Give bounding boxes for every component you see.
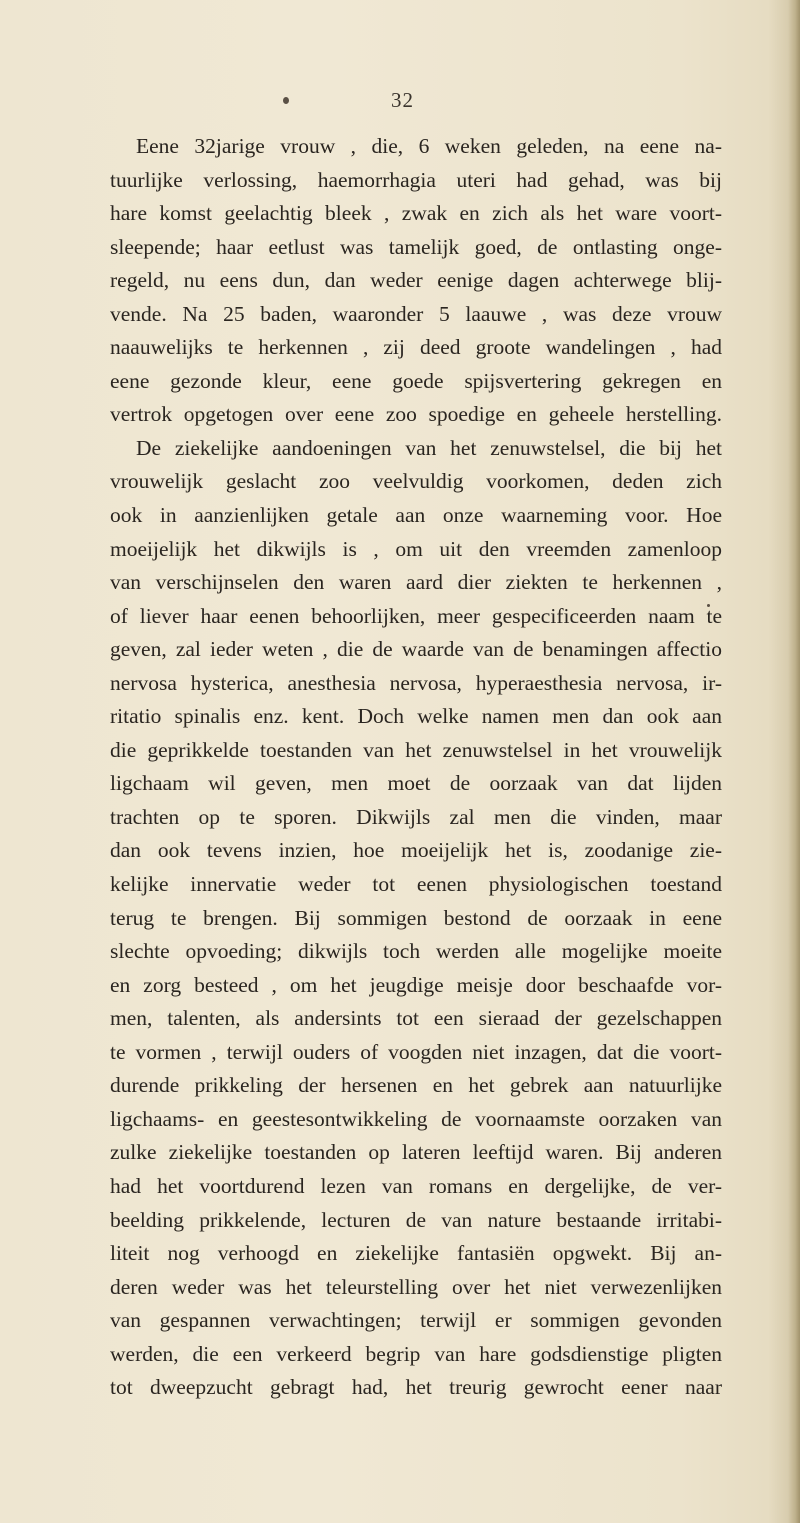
text-line: terug te brengen. Bij sommigen bestond de oorzaak in eene: [110, 905, 722, 930]
text-line: had het voortdurend lezen van romans en dergelijke, de ver-: [110, 1173, 722, 1198]
text-line: durende prikkeling der hersenen en het gebrek aan natuurlijke: [110, 1073, 722, 1098]
text-line: tot dweepzucht gebragt had, het treurig gewrocht eener naar: [110, 1375, 722, 1400]
text-line: van gespannen verwachtingen; terwijl er sommigen gevonden: [110, 1308, 722, 1333]
text-line: beelding prikkelende, lecturen de van nature bestaande irritabi-: [110, 1207, 722, 1232]
body-text: [110, 130, 722, 1405]
text-line: moeijelijk het dikwijls is , om uit den vreemden zamenloop: [110, 536, 722, 561]
text-line: men, talenten, als andersints tot een sieraad der gezelschappen: [110, 1006, 722, 1031]
text-line: of liever haar eenen behoorlijken, meer gespecificeerden naam te: [110, 603, 722, 628]
text-line: te vormen , terwijl ouders of voogden niet inzagen, dat die voort-: [110, 1039, 722, 1064]
text-line: die geprikkelde toestanden van het zenuwstelsel in het vrouwelijk: [110, 737, 722, 762]
text-line: ligchaams- en geestesontwikkeling de voornaamste oorzaken van: [110, 1106, 722, 1131]
text-line: sleepende; haar eetlust was tamelijk goed, de ontlasting onge-: [110, 234, 722, 259]
text-line: slechte opvoeding; dikwijls toch werden alle mogelijke moeite: [110, 939, 722, 964]
text-line: ritatio spinalis enz. kent. Doch welke namen men dan ook aan: [110, 704, 722, 729]
page-edge-shadow: [788, 0, 800, 1523]
text-line: liteit nog verhoogd en ziekelijke fantasiën opgwekt. Bij an-: [110, 1241, 722, 1266]
text-line: zulke ziekelijke toestanden op lateren leeftijd waren. Bij anderen: [110, 1140, 722, 1165]
text-line: hare komst geelachtig bleek , zwak en zich als het ware voort-: [110, 201, 722, 226]
text-line: werden, die een verkeerd begrip van hare godsdienstige pligten: [110, 1341, 722, 1366]
text-line: vrouwelijk geslacht zoo veelvuldig voorkomen, deden zich: [110, 469, 722, 494]
text-line: nervosa hysterica, anesthesia nervosa, hyperaesthesia nervosa, ir-: [110, 670, 722, 695]
text-line: regeld, nu eens dun, dan weder eenige dagen achterwege blij-: [110, 268, 722, 293]
text-line: deren weder was het teleurstelling over het niet verwezenlijken: [110, 1274, 722, 1299]
text-line: naauwelijks te herkennen , zij deed groote wandelingen , had: [110, 335, 722, 360]
page-number: 32: [391, 88, 414, 112]
text-line: ook in aanzienlijken getale aan onze waarneming voor. Hoe: [110, 503, 722, 528]
text-line: dan ook tevens inzien, hoe moeijelijk het is, zoodanige zie-: [110, 838, 722, 863]
text-line: geven, zal ieder weten , die de waarde van de benamingen affectio: [110, 637, 722, 662]
text-line: De ziekelijke aandoeningen van het zenuwstelsel, die bij het: [136, 435, 722, 460]
text-line: kelijke innervatie weder tot eenen physiologischen toestand: [110, 872, 722, 897]
ink-speck: [283, 97, 289, 104]
text-line: vende. Na 25 baden, waaronder 5 laauwe , was deze vrouw: [110, 301, 722, 326]
text-line: van verschijnselen den waren aard dier ziekten te herkennen ,: [110, 570, 722, 595]
text-line: trachten op te sporen. Dikwijls zal men die vinden, maar: [110, 804, 722, 829]
text-line: ligchaam wil geven, men moet de oorzaak van dat lijden: [110, 771, 722, 796]
text-line: vertrok opgetogen over eene zoo spoedige en geheele herstelling.: [110, 402, 722, 427]
text-line: eene gezonde kleur, eene goede spijsvertering gekregen en: [110, 368, 722, 393]
text-line: Eene 32jarige vrouw , die, 6 weken geleden, na eene na-: [136, 134, 722, 158]
text-line: en zorg besteed , om het jeugdige meisje door beschaafde vor-: [110, 972, 722, 997]
text-line: tuurlijke verlossing, haemorrhagia uteri had gehad, was bij: [110, 167, 722, 192]
